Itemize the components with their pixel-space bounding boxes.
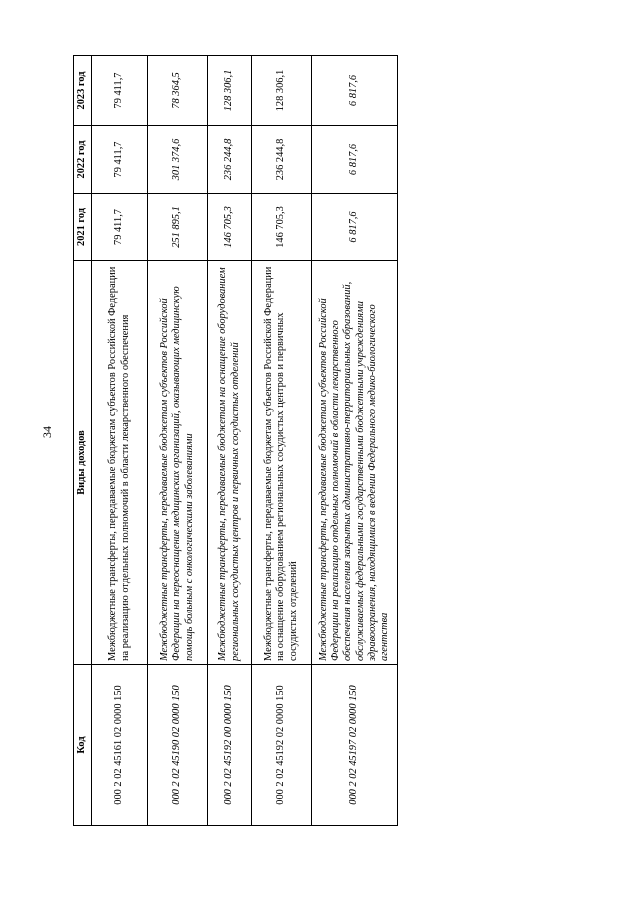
table-row [208, 56, 252, 826]
row-value-2023: 78 364,5 [148, 56, 208, 126]
row-description: Межбюджетные трансферты, передаваемые бюджетам субъектов Российской Федерации на переоснащение медицинских организаций, оказывающих медицинскую помощь больным с онкологическими заболеваниями [148, 261, 208, 665]
row-code: 000 2 02 45161 02 0000 150 [92, 665, 148, 826]
row-value-2021: 146 705,3 [208, 194, 252, 261]
row-code: 000 2 02 45190 02 0000 150 [148, 665, 208, 826]
row-description: Межбюджетные трансферты, передаваемые бюджетам субъектов Российской Федерации на реализацию отдельных полномочий в области лекарственного обеспечения населения закрытых административно-территориальных образований, обслуживаемых федеральными государственными бюджетными учреждениями здравоохранения, находящимися в ведении Федерального медико-биологического агентства [312, 261, 398, 665]
row-description: Межбюджетные трансферты, передаваемые бюджетам субъектов Российской Федерации на оснащение оборудованием региональных сосудистых центров и первичных сосудистых отделений [252, 261, 312, 665]
row-value-2022: 301 374,6 [148, 126, 208, 194]
row-value-2021: 6 817,6 [312, 194, 398, 261]
row-description: Межбюджетные трансферты, передаваемые бюджетам субъектов Российской Федерации на реализацию отдельных полномочий в области лекарственного обеспечения [92, 261, 148, 665]
table-row [92, 56, 148, 826]
row-description: Межбюджетные трансферты, передаваемые бюджетам на оснащение оборудованием региональных сосудистых центров и первичных сосудистых отделений [208, 261, 252, 665]
row-value-2023: 128 306,1 [252, 56, 312, 126]
revenue-table [73, 55, 398, 826]
row-value-2021: 146 705,3 [252, 194, 312, 261]
header-type: Виды доходов [74, 261, 92, 665]
header-code: Код [74, 665, 92, 826]
row-value-2023: 79 411,7 [92, 56, 148, 126]
row-code: 000 2 02 45192 00 0000 150 [208, 665, 252, 826]
table-row [252, 56, 312, 826]
row-code: 000 2 02 45197 02 0000 150 [312, 665, 398, 826]
row-value-2021: 251 895,1 [148, 194, 208, 261]
header-2021: 2021 год [74, 194, 92, 261]
table-header-row [74, 56, 92, 826]
row-value-2022: 79 411,7 [92, 126, 148, 194]
row-value-2021: 79 411,7 [92, 194, 148, 261]
header-2022: 2022 год [74, 126, 92, 194]
row-value-2022: 6 817,6 [312, 126, 398, 194]
row-value-2023: 6 817,6 [312, 56, 398, 126]
header-2023: 2023 год [74, 56, 92, 126]
row-value-2022: 236 244,8 [208, 126, 252, 194]
row-code: 000 2 02 45192 02 0000 150 [252, 665, 312, 826]
table-row [148, 56, 208, 826]
row-value-2022: 236 244,8 [252, 126, 312, 194]
table-row [312, 56, 398, 826]
revenue-table-container [73, 56, 390, 826]
page-number: 34 [40, 426, 54, 438]
row-value-2023: 128 306,1 [208, 56, 252, 126]
